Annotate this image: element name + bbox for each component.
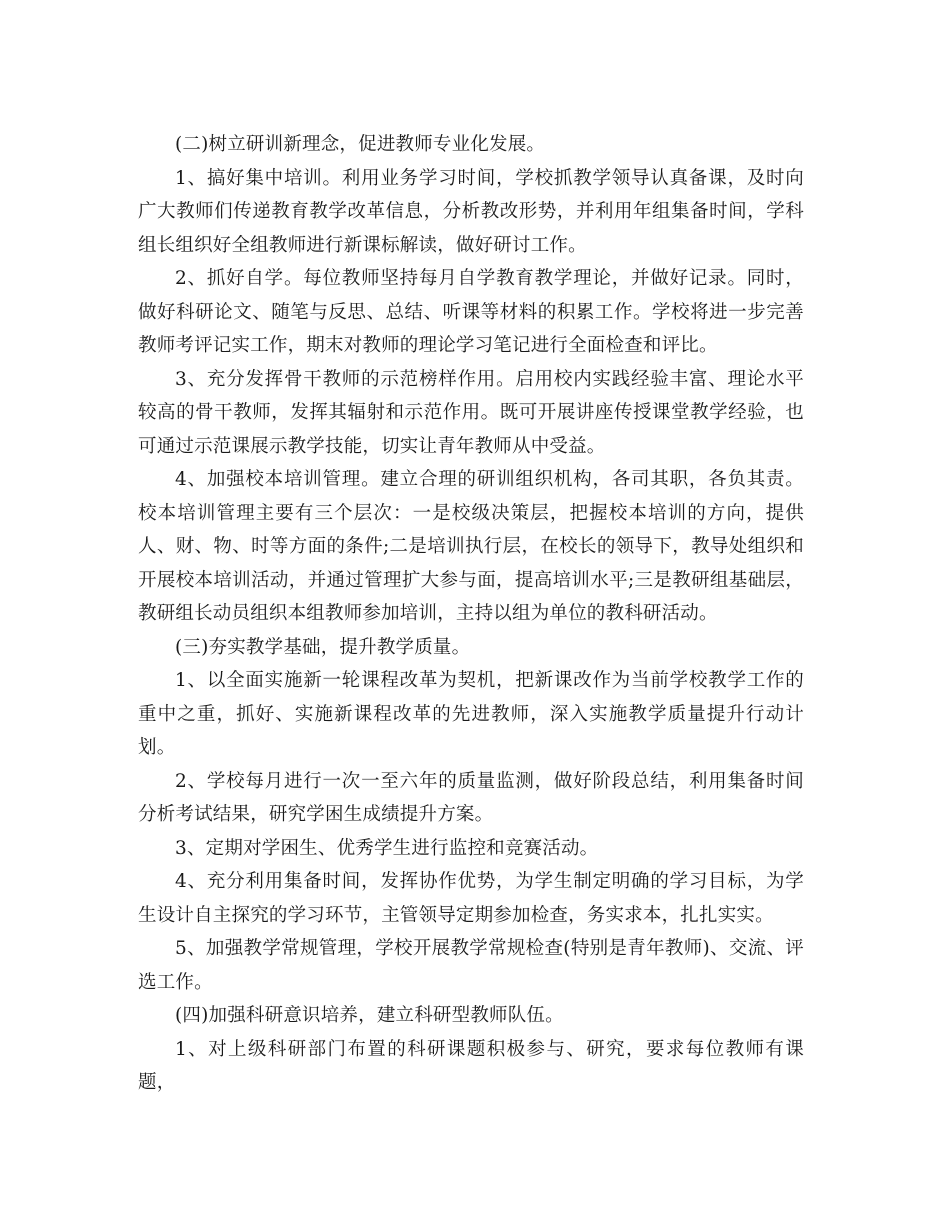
section-heading-4: (四)加强科研意识培养，建立科研型教师队伍。 [175,1005,564,1026]
paragraph-self-study: 2、抓好自学。每位教师坚持每月自学教育教学理论，并做好记录。同时，做好科研论文、随笔与反思、总结、听课等材料的积累工作。学校将进一步完善教师考评记实工作，期末对教师的理论学习笔记进行全面检查和评比。 [138,268,804,356]
section-heading-2: (二)树立研训新理念，促进教师专业化发展。 [175,134,546,155]
paragraph-backbone-teachers: 3、充分发挥骨干教师的示范榜样作用。启用校内实践经验丰富、理论水平较高的骨干教师，发挥其辐射和示范作用。既可开展讲座传授课堂教学经验，也可通过示范课展示教学技能，切实让青年教师从中受益。 [138,368,804,457]
paragraph-routine-management: 5、加强教学常规管理，学校开展教学常规检查(特别是青年教师)、交流、评选工作。 [138,938,804,993]
section-heading-3: (三)夯实教学基础，提升教学质量。 [175,636,471,658]
paragraph-research-topics: 1、对上级科研部门布置的科研课题积极参与、研究，要求每位教师有课题， [138,1038,804,1093]
paragraph-quality-monitoring: 2、学校每月进行一次一至六年的质量监测，做好阶段总结，利用集备时间分析考试结果，研究学困生成绩提升方案。 [138,770,804,825]
paragraph-collaboration: 4、充分利用集备时间，发挥协作优势，为学生制定明确的学习目标，为学生设计自主探究的学习环节，主管领导定期参加检查，务实求本，扎扎实实。 [138,871,804,926]
document-body [138,128,804,1100]
paragraph-curriculum-reform: 1、以全面实施新一轮课程改革为契机，把新课改作为当前学校教学工作的重中之重，抓好、实施新课程改革的先进教师，深入实施教学质量提升行动计划。 [138,670,804,758]
paragraph-centralized-training: 1、搞好集中培训。利用业务学习时间，学校抓教学领导认真备课，及时向广大教师们传递教育教学改革信息，分析教改形势，并利用年组集备时间，学科组长组织好全组教师进行新课标解读，做好研讨工作。 [138,167,804,256]
paragraph-training-management: 4、加强校本培训管理。建立合理的研训组织机构，各司其职，各负其责。校本培训管理主要有三个层次：一是校级决策层，把握校本培训的方向，提供人、财、物、时等方面的条件;二是培训执行层，在校长的领导下，教导处组织和开展校本培训活动，并通过管理扩大参与面，提高培训水平;三是教研组基础层，教研组长动员组织本组教师参加培训，主持以组为单位的教科研活动。 [138,469,804,624]
paragraph-student-monitoring: 3、定期对学困生、优秀学生进行监控和竞赛活动。 [175,837,599,859]
